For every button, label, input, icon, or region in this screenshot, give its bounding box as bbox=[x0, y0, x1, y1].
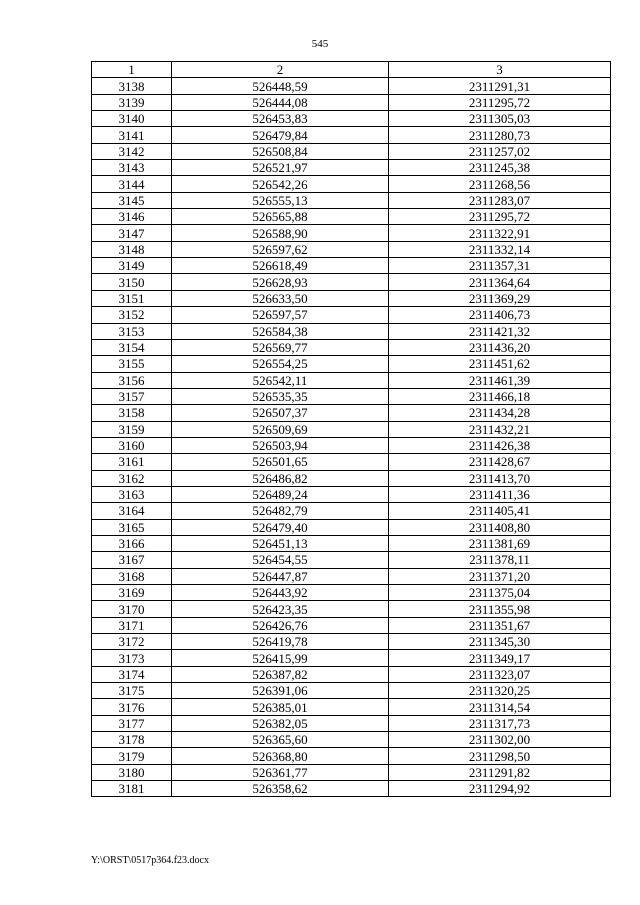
y-coordinate-cell: 2311364,64 bbox=[389, 274, 611, 290]
x-coordinate-cell: 526482,79 bbox=[172, 503, 389, 519]
x-coordinate-cell: 526501,65 bbox=[172, 454, 389, 470]
point-number-cell: 3167 bbox=[92, 552, 172, 568]
point-number-cell: 3165 bbox=[92, 519, 172, 535]
table-row bbox=[92, 78, 611, 94]
x-coordinate-cell: 526535,35 bbox=[172, 388, 389, 404]
x-coordinate-cell: 526588,90 bbox=[172, 225, 389, 241]
x-coordinate-cell: 526633,50 bbox=[172, 290, 389, 306]
table-row bbox=[92, 372, 611, 388]
coordinates-table bbox=[91, 61, 611, 797]
table-row bbox=[92, 585, 611, 601]
table-row bbox=[92, 209, 611, 225]
y-coordinate-cell: 2311432,21 bbox=[389, 421, 611, 437]
point-number-cell: 3179 bbox=[92, 748, 172, 764]
y-coordinate-cell: 2311436,20 bbox=[389, 339, 611, 355]
y-coordinate-cell: 2311268,56 bbox=[389, 176, 611, 192]
x-coordinate-cell: 526453,83 bbox=[172, 111, 389, 127]
y-coordinate-cell: 2311345,30 bbox=[389, 634, 611, 650]
point-number-cell: 3151 bbox=[92, 290, 172, 306]
point-number-cell: 3146 bbox=[92, 209, 172, 225]
y-coordinate-cell: 2311405,41 bbox=[389, 503, 611, 519]
y-coordinate-cell: 2311295,72 bbox=[389, 209, 611, 225]
y-coordinate-cell: 2311305,03 bbox=[389, 111, 611, 127]
table-row bbox=[92, 552, 611, 568]
y-coordinate-cell: 2311408,80 bbox=[389, 519, 611, 535]
table-row bbox=[92, 683, 611, 699]
point-number-cell: 3170 bbox=[92, 601, 172, 617]
x-coordinate-cell: 526454,55 bbox=[172, 552, 389, 568]
table-row bbox=[92, 307, 611, 323]
x-coordinate-cell: 526486,82 bbox=[172, 470, 389, 486]
x-coordinate-cell: 526415,99 bbox=[172, 650, 389, 666]
x-coordinate-cell: 526489,24 bbox=[172, 486, 389, 502]
x-coordinate-cell: 526569,77 bbox=[172, 339, 389, 355]
point-number-cell: 3148 bbox=[92, 241, 172, 257]
point-number-cell: 3162 bbox=[92, 470, 172, 486]
y-coordinate-cell: 2311355,98 bbox=[389, 601, 611, 617]
y-coordinate-cell: 2311245,38 bbox=[389, 160, 611, 176]
point-number-cell: 3174 bbox=[92, 666, 172, 682]
point-number-cell: 3149 bbox=[92, 258, 172, 274]
y-coordinate-cell: 2311406,73 bbox=[389, 307, 611, 323]
y-coordinate-cell: 2311369,29 bbox=[389, 290, 611, 306]
x-coordinate-cell: 526584,38 bbox=[172, 323, 389, 339]
point-number-cell: 3171 bbox=[92, 617, 172, 633]
table-row bbox=[92, 503, 611, 519]
y-coordinate-cell: 2311378,11 bbox=[389, 552, 611, 568]
point-number-cell: 3142 bbox=[92, 143, 172, 159]
x-coordinate-cell: 526565,88 bbox=[172, 209, 389, 225]
y-coordinate-cell: 2311332,14 bbox=[389, 241, 611, 257]
point-number-cell: 3180 bbox=[92, 764, 172, 780]
x-coordinate-cell: 526448,59 bbox=[172, 78, 389, 94]
x-coordinate-cell: 526447,87 bbox=[172, 568, 389, 584]
x-coordinate-cell: 526521,97 bbox=[172, 160, 389, 176]
y-coordinate-cell: 2311421,32 bbox=[389, 323, 611, 339]
y-coordinate-cell: 2311351,67 bbox=[389, 617, 611, 633]
point-number-cell: 3164 bbox=[92, 503, 172, 519]
point-number-cell: 3143 bbox=[92, 160, 172, 176]
x-coordinate-cell: 526509,69 bbox=[172, 421, 389, 437]
y-coordinate-cell: 2311291,31 bbox=[389, 78, 611, 94]
y-coordinate-cell: 2311461,39 bbox=[389, 372, 611, 388]
point-number-cell: 3168 bbox=[92, 568, 172, 584]
y-coordinate-cell: 2311294,92 bbox=[389, 781, 611, 797]
point-number-cell: 3163 bbox=[92, 486, 172, 502]
point-number-cell: 3139 bbox=[92, 94, 172, 110]
table-row bbox=[92, 274, 611, 290]
table-row bbox=[92, 323, 611, 339]
y-coordinate-cell: 2311466,18 bbox=[389, 388, 611, 404]
table-row bbox=[92, 650, 611, 666]
column-header-3: 3 bbox=[389, 62, 611, 78]
y-coordinate-cell: 2311349,17 bbox=[389, 650, 611, 666]
point-number-cell: 3145 bbox=[92, 192, 172, 208]
column-header-2: 2 bbox=[172, 62, 389, 78]
point-number-cell: 3177 bbox=[92, 715, 172, 731]
point-number-cell: 3154 bbox=[92, 339, 172, 355]
table-row bbox=[92, 127, 611, 143]
table-row bbox=[92, 339, 611, 355]
table-row bbox=[92, 748, 611, 764]
y-coordinate-cell: 2311283,07 bbox=[389, 192, 611, 208]
y-coordinate-cell: 2311257,02 bbox=[389, 143, 611, 159]
table-row bbox=[92, 781, 611, 797]
table-row bbox=[92, 634, 611, 650]
y-coordinate-cell: 2311314,54 bbox=[389, 699, 611, 715]
x-coordinate-cell: 526444,08 bbox=[172, 94, 389, 110]
table-row bbox=[92, 535, 611, 551]
point-number-cell: 3173 bbox=[92, 650, 172, 666]
point-number-cell: 3155 bbox=[92, 356, 172, 372]
y-coordinate-cell: 2311371,20 bbox=[389, 568, 611, 584]
table-row bbox=[92, 617, 611, 633]
x-coordinate-cell: 526443,92 bbox=[172, 585, 389, 601]
table-row bbox=[92, 176, 611, 192]
x-coordinate-cell: 526382,05 bbox=[172, 715, 389, 731]
point-number-cell: 3157 bbox=[92, 388, 172, 404]
table-row bbox=[92, 601, 611, 617]
y-coordinate-cell: 2311317,73 bbox=[389, 715, 611, 731]
y-coordinate-cell: 2311280,73 bbox=[389, 127, 611, 143]
table-row bbox=[92, 437, 611, 453]
x-coordinate-cell: 526597,57 bbox=[172, 307, 389, 323]
x-coordinate-cell: 526597,62 bbox=[172, 241, 389, 257]
point-number-cell: 3169 bbox=[92, 585, 172, 601]
y-coordinate-cell: 2311298,50 bbox=[389, 748, 611, 764]
y-coordinate-cell: 2311302,00 bbox=[389, 732, 611, 748]
x-coordinate-cell: 526507,37 bbox=[172, 405, 389, 421]
x-coordinate-cell: 526479,84 bbox=[172, 127, 389, 143]
table-row bbox=[92, 454, 611, 470]
table-row bbox=[92, 486, 611, 502]
x-coordinate-cell: 526426,76 bbox=[172, 617, 389, 633]
table-row bbox=[92, 241, 611, 257]
x-coordinate-cell: 526555,13 bbox=[172, 192, 389, 208]
point-number-cell: 3147 bbox=[92, 225, 172, 241]
x-coordinate-cell: 526365,60 bbox=[172, 732, 389, 748]
point-number-cell: 3176 bbox=[92, 699, 172, 715]
y-coordinate-cell: 2311451,62 bbox=[389, 356, 611, 372]
table-row bbox=[92, 356, 611, 372]
point-number-cell: 3181 bbox=[92, 781, 172, 797]
point-number-cell: 3140 bbox=[92, 111, 172, 127]
table-row bbox=[92, 764, 611, 780]
point-number-cell: 3172 bbox=[92, 634, 172, 650]
x-coordinate-cell: 526508,84 bbox=[172, 143, 389, 159]
table-row bbox=[92, 421, 611, 437]
x-coordinate-cell: 526387,82 bbox=[172, 666, 389, 682]
point-number-cell: 3141 bbox=[92, 127, 172, 143]
table-row bbox=[92, 388, 611, 404]
x-coordinate-cell: 526542,26 bbox=[172, 176, 389, 192]
y-coordinate-cell: 2311375,04 bbox=[389, 585, 611, 601]
x-coordinate-cell: 526628,93 bbox=[172, 274, 389, 290]
table-row bbox=[92, 568, 611, 584]
table-row bbox=[92, 405, 611, 421]
y-coordinate-cell: 2311381,69 bbox=[389, 535, 611, 551]
y-coordinate-cell: 2311291,82 bbox=[389, 764, 611, 780]
table-row bbox=[92, 732, 611, 748]
x-coordinate-cell: 526423,35 bbox=[172, 601, 389, 617]
x-coordinate-cell: 526391,06 bbox=[172, 683, 389, 699]
point-number-cell: 3152 bbox=[92, 307, 172, 323]
y-coordinate-cell: 2311357,31 bbox=[389, 258, 611, 274]
table-row bbox=[92, 258, 611, 274]
x-coordinate-cell: 526542,11 bbox=[172, 372, 389, 388]
table-row bbox=[92, 111, 611, 127]
table-row bbox=[92, 143, 611, 159]
table-row bbox=[92, 192, 611, 208]
point-number-cell: 3159 bbox=[92, 421, 172, 437]
y-coordinate-cell: 2311411,36 bbox=[389, 486, 611, 502]
x-coordinate-cell: 526419,78 bbox=[172, 634, 389, 650]
y-coordinate-cell: 2311320,25 bbox=[389, 683, 611, 699]
point-number-cell: 3138 bbox=[92, 78, 172, 94]
table-body bbox=[92, 78, 611, 797]
table-row bbox=[92, 699, 611, 715]
table-header-row bbox=[92, 62, 611, 78]
table-row bbox=[92, 94, 611, 110]
point-number-cell: 3175 bbox=[92, 683, 172, 699]
table-row bbox=[92, 160, 611, 176]
x-coordinate-cell: 526358,62 bbox=[172, 781, 389, 797]
table-row bbox=[92, 470, 611, 486]
point-number-cell: 3161 bbox=[92, 454, 172, 470]
point-number-cell: 3144 bbox=[92, 176, 172, 192]
point-number-cell: 3156 bbox=[92, 372, 172, 388]
y-coordinate-cell: 2311323,07 bbox=[389, 666, 611, 682]
point-number-cell: 3160 bbox=[92, 437, 172, 453]
table-row bbox=[92, 666, 611, 682]
point-number-cell: 3153 bbox=[92, 323, 172, 339]
point-number-cell: 3150 bbox=[92, 274, 172, 290]
y-coordinate-cell: 2311322,91 bbox=[389, 225, 611, 241]
file-path-footer: Y:\ORST\0517p364.f23.docx bbox=[91, 855, 209, 866]
y-coordinate-cell: 2311426,38 bbox=[389, 437, 611, 453]
y-coordinate-cell: 2311428,67 bbox=[389, 454, 611, 470]
point-number-cell: 3158 bbox=[92, 405, 172, 421]
column-header-1: 1 bbox=[92, 62, 172, 78]
x-coordinate-cell: 526361,77 bbox=[172, 764, 389, 780]
y-coordinate-cell: 2311434,28 bbox=[389, 405, 611, 421]
x-coordinate-cell: 526479,40 bbox=[172, 519, 389, 535]
table-row bbox=[92, 290, 611, 306]
x-coordinate-cell: 526503,94 bbox=[172, 437, 389, 453]
table-row bbox=[92, 715, 611, 731]
y-coordinate-cell: 2311413,70 bbox=[389, 470, 611, 486]
x-coordinate-cell: 526554,25 bbox=[172, 356, 389, 372]
x-coordinate-cell: 526618,49 bbox=[172, 258, 389, 274]
table-row bbox=[92, 519, 611, 535]
y-coordinate-cell: 2311295,72 bbox=[389, 94, 611, 110]
point-number-cell: 3166 bbox=[92, 535, 172, 551]
page-number: 545 bbox=[311, 38, 329, 50]
table-row bbox=[92, 225, 611, 241]
x-coordinate-cell: 526385,01 bbox=[172, 699, 389, 715]
point-number-cell: 3178 bbox=[92, 732, 172, 748]
x-coordinate-cell: 526451,13 bbox=[172, 535, 389, 551]
x-coordinate-cell: 526368,80 bbox=[172, 748, 389, 764]
